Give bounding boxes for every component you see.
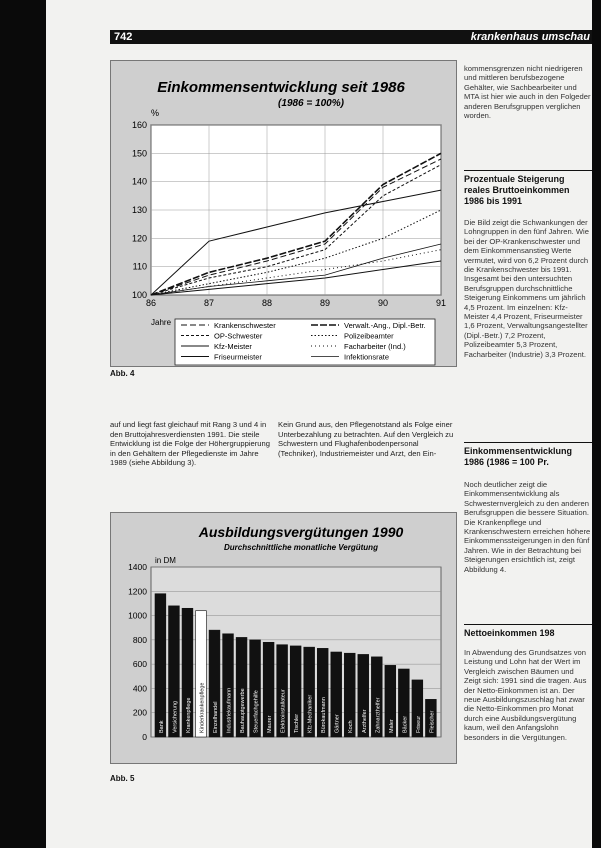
y-tick-label: 110 xyxy=(132,261,147,272)
bar-y-tick-label: 200 xyxy=(132,707,147,718)
bar-y-tick-label: 1400 xyxy=(128,562,147,572)
legend-label: Facharbeiter (Ind.) xyxy=(344,342,406,351)
x-tick-label: 91 xyxy=(435,298,447,308)
section-text-2: Noch deutlicher zeigt die Einkommensentwicklung als Schwesternvergleich zu den anderen Berufsgruppen die bessere Situation. Die Krankenpflege und Krankenschwestern erreichen höhere Einkommenssteigerungen in den fünf Jahren. Wie in der Betrachtung bei Steigerungen ersichtlich ist, zeigt Abbildung 4. xyxy=(464,480,591,574)
legend-label: Kfz-Meister xyxy=(214,342,252,351)
bar-category-label: Kinderkrankenpflege xyxy=(199,682,206,733)
bar-category-label: Bauhauptgewerbe xyxy=(240,688,247,733)
bar-category-label: Industriekaufmann xyxy=(226,687,233,733)
x-tick-label: 87 xyxy=(203,298,215,308)
scan-edge-left xyxy=(0,0,46,848)
chart-title: Einkommensentwicklung seit 1986 xyxy=(157,79,405,96)
bar-category-label: Friseur xyxy=(415,715,422,733)
y-tick-label: 150 xyxy=(131,148,147,159)
bar-category-label: Fleischer xyxy=(429,710,436,733)
chart-subtitle: (1986 = 100%) xyxy=(278,98,344,109)
figure-5-caption: Abb. 5 xyxy=(110,774,135,783)
y-tick-label: 160 xyxy=(131,120,147,130)
legend-label: Polizeibeamter xyxy=(344,331,394,341)
bar-category-label: Tischler xyxy=(294,713,301,733)
body-column-2 xyxy=(278,420,454,462)
bar-category-label: Koch xyxy=(348,720,355,733)
y-unit-label: % xyxy=(151,108,160,118)
page-header xyxy=(110,30,592,44)
legend-label: Verwalt.-Ang., Dipl.-Betr. xyxy=(344,321,426,330)
bar-category-label: Einzelhandel xyxy=(213,701,220,733)
body-paragraph: auf und liegt fast gleichauf mit Rang 3 und 4 in den Bruttojahresverdiensten 1991. Die steile Entwicklung ist die Folge der Höhergruppierung in den Gehältern der Pflegedienste im Jahre 1989 (siehe Abbildung 3). xyxy=(110,420,270,468)
x-tick-label: 90 xyxy=(377,298,389,308)
bar-chart-subtitle: Durchschnittliche monatliche Vergütung xyxy=(224,543,378,552)
bar-y-tick-label: 400 xyxy=(132,683,147,694)
bar-y-tick-label: 600 xyxy=(132,659,147,670)
bar-category-label: Gärtner xyxy=(334,714,341,733)
right-column-intro: kommensgrenzen nicht niedrigeren und mittleren berufsbezogene Gehälter, wie Sachbearbeiter und MTA ist hier wie auch in den Folgeder anderen Berufsgruppen verglichen worden. xyxy=(464,64,591,121)
figure-4-caption: Abb. 4 xyxy=(110,369,135,378)
magazine-name: krankenhaus umschau xyxy=(470,31,590,43)
bar-y-tick-label: 1200 xyxy=(128,586,147,597)
section-text-1: Die Bild zeigt die Schwankungen der Lohngruppen in den fünf Jahren. Wie bei der OP-Krankenschwester und dem Einkommensanstieg Werte vermutet, wird von 6,2 Prozent durch die Krankenschwester bis 1991. Insgesamt bei den untersuchten Berufsgruppen durchschnittliche Steigerung Einkommens um jährlich 4,5 Prozent. Im einzelnen: Kfz-Meister 4,4 Prozent, Friseurmeister 1,6 Prozent, Verwaltungsangestellter (Dipl.-Betr.) 7,2 Prozent, Polizeibeamter 5,3 Prozent, Facharbeiter (Industrie) 3,3 Prozent. xyxy=(464,218,589,359)
legend-label: Friseurmeister xyxy=(214,352,262,362)
section-text-3: In Abwendung des Grundsatzes von Leistung und Lohn hat der Wert im Vergleich zwischen Bäumen und Zeigt sich: 1991 sind die tragen. Aus der Netto-Einkommen ist an. Der neue Ausbildungszuschlag hat zwar die Netto-Einkommen pro Monat durch eine Ausbildungsvergütung kaum, weil den Anfangslohn besonders in die Vergütungen. xyxy=(464,648,587,742)
bar-category-label: Zahnarzthelfer xyxy=(375,697,382,733)
bar-category-label: Versicherung xyxy=(172,700,179,733)
section-heading-3: Nettoeinkommen 198 xyxy=(464,624,592,639)
bar-chart-svg xyxy=(111,513,456,763)
line-chart-svg xyxy=(111,61,456,366)
bar-y-unit-label: in DM xyxy=(155,556,176,565)
bar-y-tick-label: 1000 xyxy=(128,610,147,621)
x-tick-label: 89 xyxy=(319,298,331,308)
x-axis-label: Jahre xyxy=(151,318,172,327)
bar-category-label: Steuerfachgehilfe xyxy=(253,690,260,733)
bar-category-label: Bank xyxy=(158,720,165,733)
income-development-chart xyxy=(110,60,457,367)
x-tick-label: 88 xyxy=(261,298,273,308)
body-paragraph: Kein Grund aus, den Pflegenotstand als Folge einer Unterbezahlung zu betrachten. Auf den Vergleich zu Schwestern und Flughafenbodenpersonal (Techniker), Industriemeister und Arzt, den Ein- xyxy=(278,420,454,458)
bar xyxy=(155,594,166,737)
section-heading-2: Einkommensentwicklung 1986 (1986 = 100 Pr. xyxy=(464,442,592,468)
section-heading-1: Prozentuale Steigerung reales Bruttoeinkommen 1986 bis 1991 xyxy=(464,170,592,207)
scan-edge-right xyxy=(592,0,601,848)
legend-label: OP-Schwester xyxy=(214,331,263,341)
bar-category-label: Maler xyxy=(388,719,395,733)
bar-y-tick-label: 0 xyxy=(142,732,147,742)
body-column-1 xyxy=(110,420,270,472)
bar-category-label: Arzthelfer xyxy=(361,709,368,733)
page-number: 742 xyxy=(114,31,133,43)
y-tick-label: 130 xyxy=(131,205,147,215)
bar-category-label: Maurer xyxy=(267,715,274,733)
bar-category-label: Kfz-Mechaniker xyxy=(307,694,314,733)
bar-y-tick-label: 800 xyxy=(132,634,147,645)
bar-category-label: Bürokaufmann xyxy=(321,697,328,733)
bar-category-label: Krankenpflege xyxy=(185,697,192,733)
y-tick-label: 120 xyxy=(131,233,147,244)
legend-label: Krankenschwester xyxy=(214,321,276,330)
x-tick-label: 86 xyxy=(145,298,157,308)
y-tick-label: 140 xyxy=(131,176,147,187)
bar-chart-title: Ausbildungsvergütungen 1990 xyxy=(198,524,404,540)
legend-label: Infektionsrate xyxy=(344,352,390,362)
bar-category-label: Bäcker xyxy=(402,715,409,733)
y-tick-label: 100 xyxy=(131,290,147,300)
bar-category-label: Elektroinstallateur xyxy=(280,689,287,733)
training-pay-chart xyxy=(110,512,457,764)
